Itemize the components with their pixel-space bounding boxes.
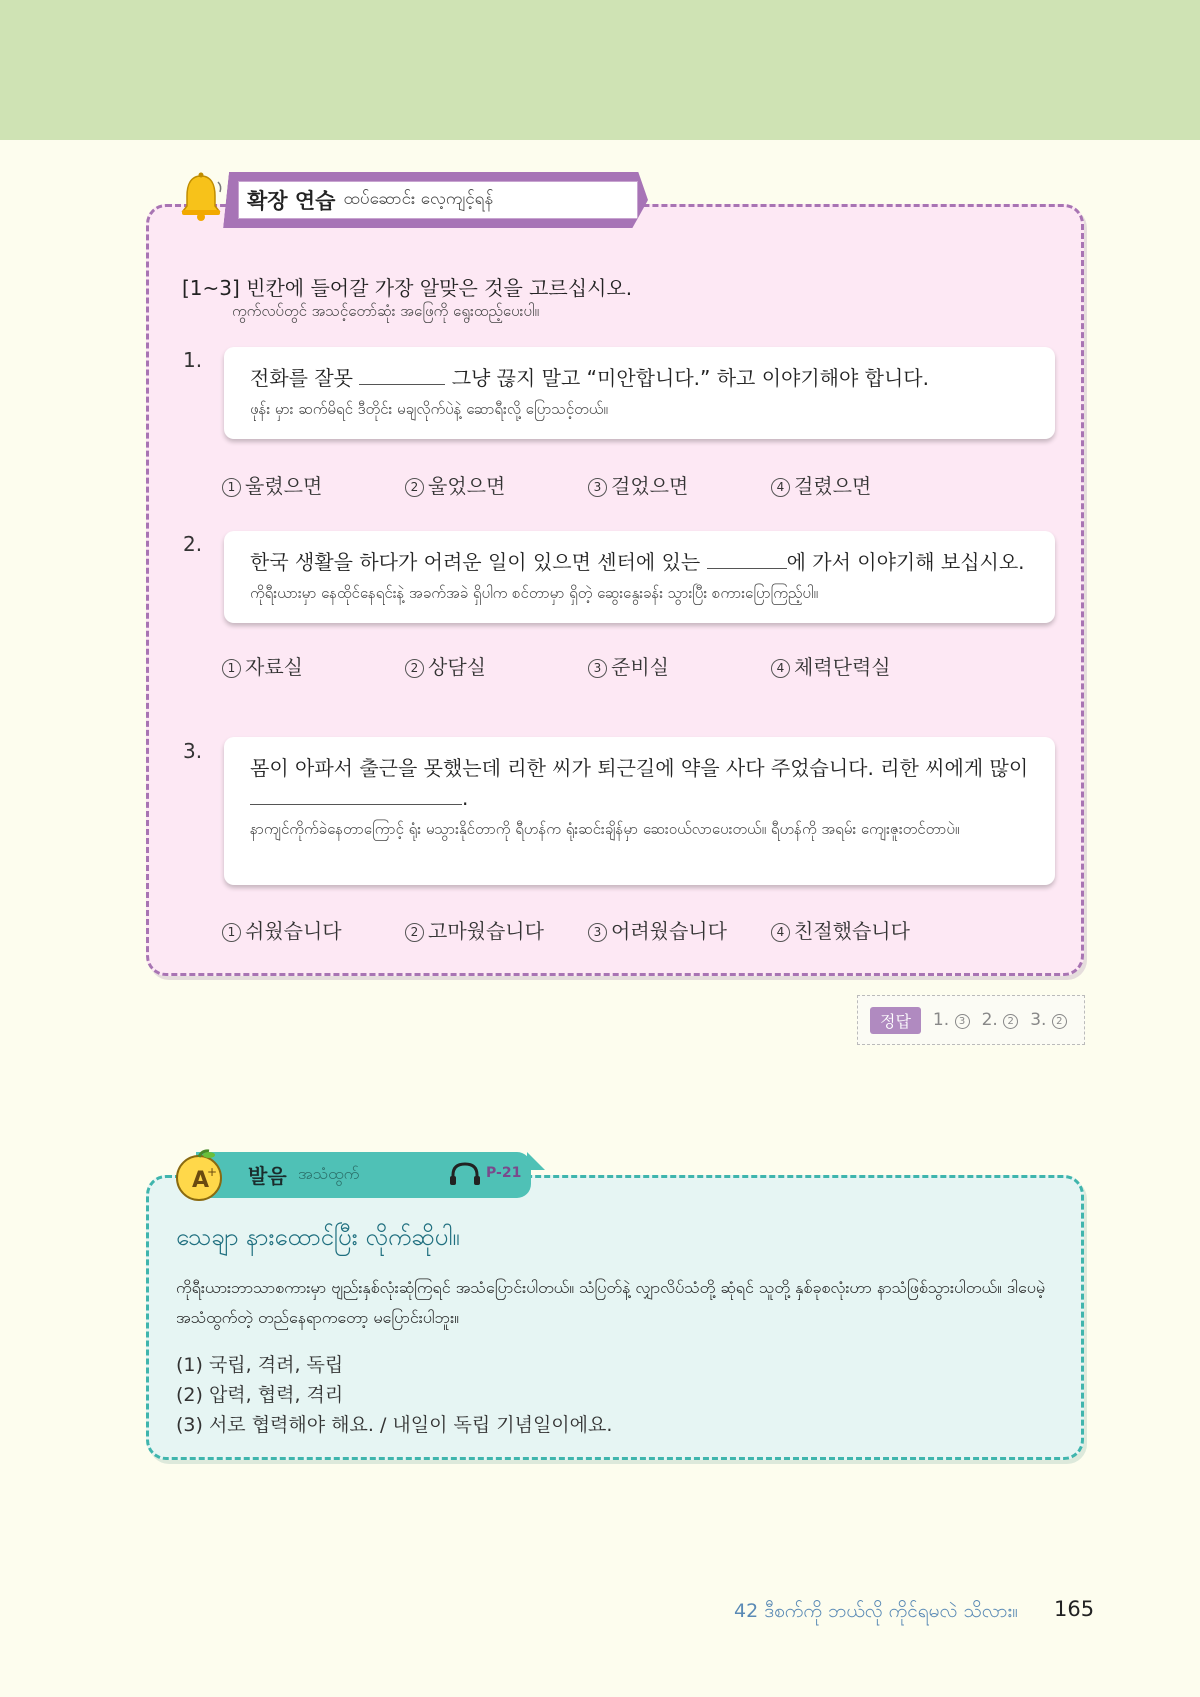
question-2-options — [222, 651, 954, 680]
question-2-text-after: 에 가서 이야기해 보십시오. — [786, 550, 1025, 574]
pronunciation-line-3: (3) 서로 협력해야 해요. / 내일이 독립 기념일이에요. — [176, 1414, 613, 1436]
pronunciation-banner-tail — [527, 1152, 545, 1170]
question-3-option-2[interactable]: 2 고마웠습니다 — [405, 915, 588, 944]
practice-banner-label — [238, 181, 638, 219]
question-3-text-before: 몸이 아파서 출근을 못했는데 리한 씨가 퇴근길에 약을 사다 주었습니다. 리한 씨에게 많이 — [250, 756, 1029, 780]
question-2-translation: ကိုရီးယားမှာ နေထိုင်နေရင်းနဲ့ အခက်အခဲ ရှိပါက စင်တာမှာ ရှိတဲ့ ဆွေးနွေးခန်း သွားပြီး စကားပြောကြည့်ပါ။ — [250, 584, 819, 602]
question-3-option-3[interactable]: 3 어려웠습니다 — [588, 915, 771, 944]
page-number: 165 — [1054, 1597, 1095, 1621]
answer-2: 2. 2 — [982, 1010, 1019, 1030]
question-3-blank — [250, 786, 462, 805]
pronunciation-line-2: (2) 압력, 협력, 격리 — [176, 1384, 344, 1406]
question-2-option-3[interactable]: 3 준비실 — [588, 651, 771, 680]
answer-1: 1. 3 — [933, 1010, 970, 1030]
audio-page-ref[interactable]: P-21 — [486, 1165, 522, 1181]
question-3-option-4[interactable]: 4 친절했습니다 — [771, 915, 954, 944]
practice-subtitle: ထပ်ဆောင်း လေ့ကျင့်ရန် — [343, 188, 494, 209]
question-1-text-before: 전화를 잘못 — [250, 366, 353, 390]
instruction-korean: [1~3] 빈칸에 들어갈 가장 알맞은 것을 고르십시오. — [182, 276, 633, 300]
answer-3: 3. 2 — [1030, 1010, 1067, 1030]
chapter-title-footer: 42 ဒီစက်ကို ဘယ်လို ကိုင်ရမလဲ သိလား။ — [734, 1600, 1018, 1622]
headphone-icon[interactable] — [448, 1161, 482, 1187]
top-band — [0, 0, 1200, 140]
apple-icon — [172, 1148, 226, 1202]
question-3-sentence — [250, 753, 1029, 813]
pronunciation-title-burmese: အသံထွက် — [298, 1164, 360, 1183]
answer-key — [857, 995, 1085, 1045]
question-2-blank — [707, 550, 787, 569]
question-1-sentence — [250, 363, 1029, 393]
instruction-burmese: ကွက်လပ်တွင် အသင့်တော်ဆုံး အဖြေကို ရွေးထည့်ပေးပါ။ — [232, 302, 540, 320]
question-1-options — [222, 470, 954, 499]
question-2-text-before: 한국 생활을 하다가 어려운 일이 있으면 센터에 있는 — [250, 550, 701, 574]
question-1-option-2[interactable]: 2 울었으면 — [405, 470, 588, 499]
question-1-blank — [359, 366, 445, 385]
bell-icon — [178, 172, 224, 222]
answer-label: 정답 — [870, 1007, 921, 1034]
question-2-option-4[interactable]: 4 체력단력실 — [771, 651, 954, 680]
question-1-card — [224, 347, 1055, 439]
question-3-text-after: . — [462, 786, 469, 810]
pronunciation-explanation: ကိုရီးယားဘာသာစကားမှာ ဗျည်းနှစ်လုံးဆုံကြရင် အသံပြောင်းပါတယ်။ သံပြတ်နဲ့ လျှာလိပ်သံတို့ ဆုံရင် သူတို့ နှစ်ခုစလုံးဟာ နာသံဖြစ်သွားပါတယ်။ ဒါပေမဲ့ အသံထွက်တဲ့ တည်နေရာကတော့ မပြောင်းပါဘူး။ — [176, 1278, 1045, 1327]
question-1-number: 1. — [183, 348, 203, 372]
question-3-number: 3. — [183, 739, 203, 763]
question-1-option-1[interactable]: 1 울렸으면 — [222, 470, 405, 499]
svg-text:+: + — [207, 1165, 218, 1179]
question-2-option-2[interactable]: 2 상담실 — [405, 651, 588, 680]
question-3-card — [224, 737, 1055, 885]
question-1-option-3[interactable]: 3 걸었으면 — [588, 470, 771, 499]
pronunciation-title: 발음 — [248, 1164, 287, 1188]
pronunciation-heading: သေချာ နားထောင်ပြီး လိုက်ဆိုပါ။ — [176, 1223, 460, 1251]
question-1-option-4[interactable]: 4 걸렸으면 — [771, 470, 954, 499]
pronunciation-line-1: (1) 국립, 격려, 독립 — [176, 1354, 344, 1376]
question-3-translation: နာကျင်ကိုက်ခဲနေတာကြောင့် ရုံး မသွားနိုင်တာကို ရီဟန်က ရုံးဆင်းချိန်မှာ ဆေးဝယ်လာပေးတယ်။ ရီဟန်ကို အရမ်း ကျေးဇူးတင်တာပဲ။ — [250, 820, 960, 838]
question-2-sentence — [250, 547, 1029, 577]
question-2-number: 2. — [183, 532, 203, 556]
question-2-option-1[interactable]: 1 자료실 — [222, 651, 405, 680]
svg-text:A: A — [192, 1168, 210, 1193]
question-1-text-after: 그냥 끊지 말고 “미안합니다.” 하고 이야기해야 합니다. — [451, 366, 929, 390]
question-1-translation: ဖုန်း မှား ဆက်မိရင် ဒီတိုင်း မချလိုက်ပဲနဲ့ ဆောရီးလို့ ပြောသင့်တယ်။ — [250, 400, 608, 418]
practice-title: 확장 연습 — [247, 189, 336, 213]
question-3-options — [222, 915, 954, 944]
question-3-option-1[interactable]: 1 쉬웠습니다 — [222, 915, 405, 944]
question-2-card — [224, 531, 1055, 623]
